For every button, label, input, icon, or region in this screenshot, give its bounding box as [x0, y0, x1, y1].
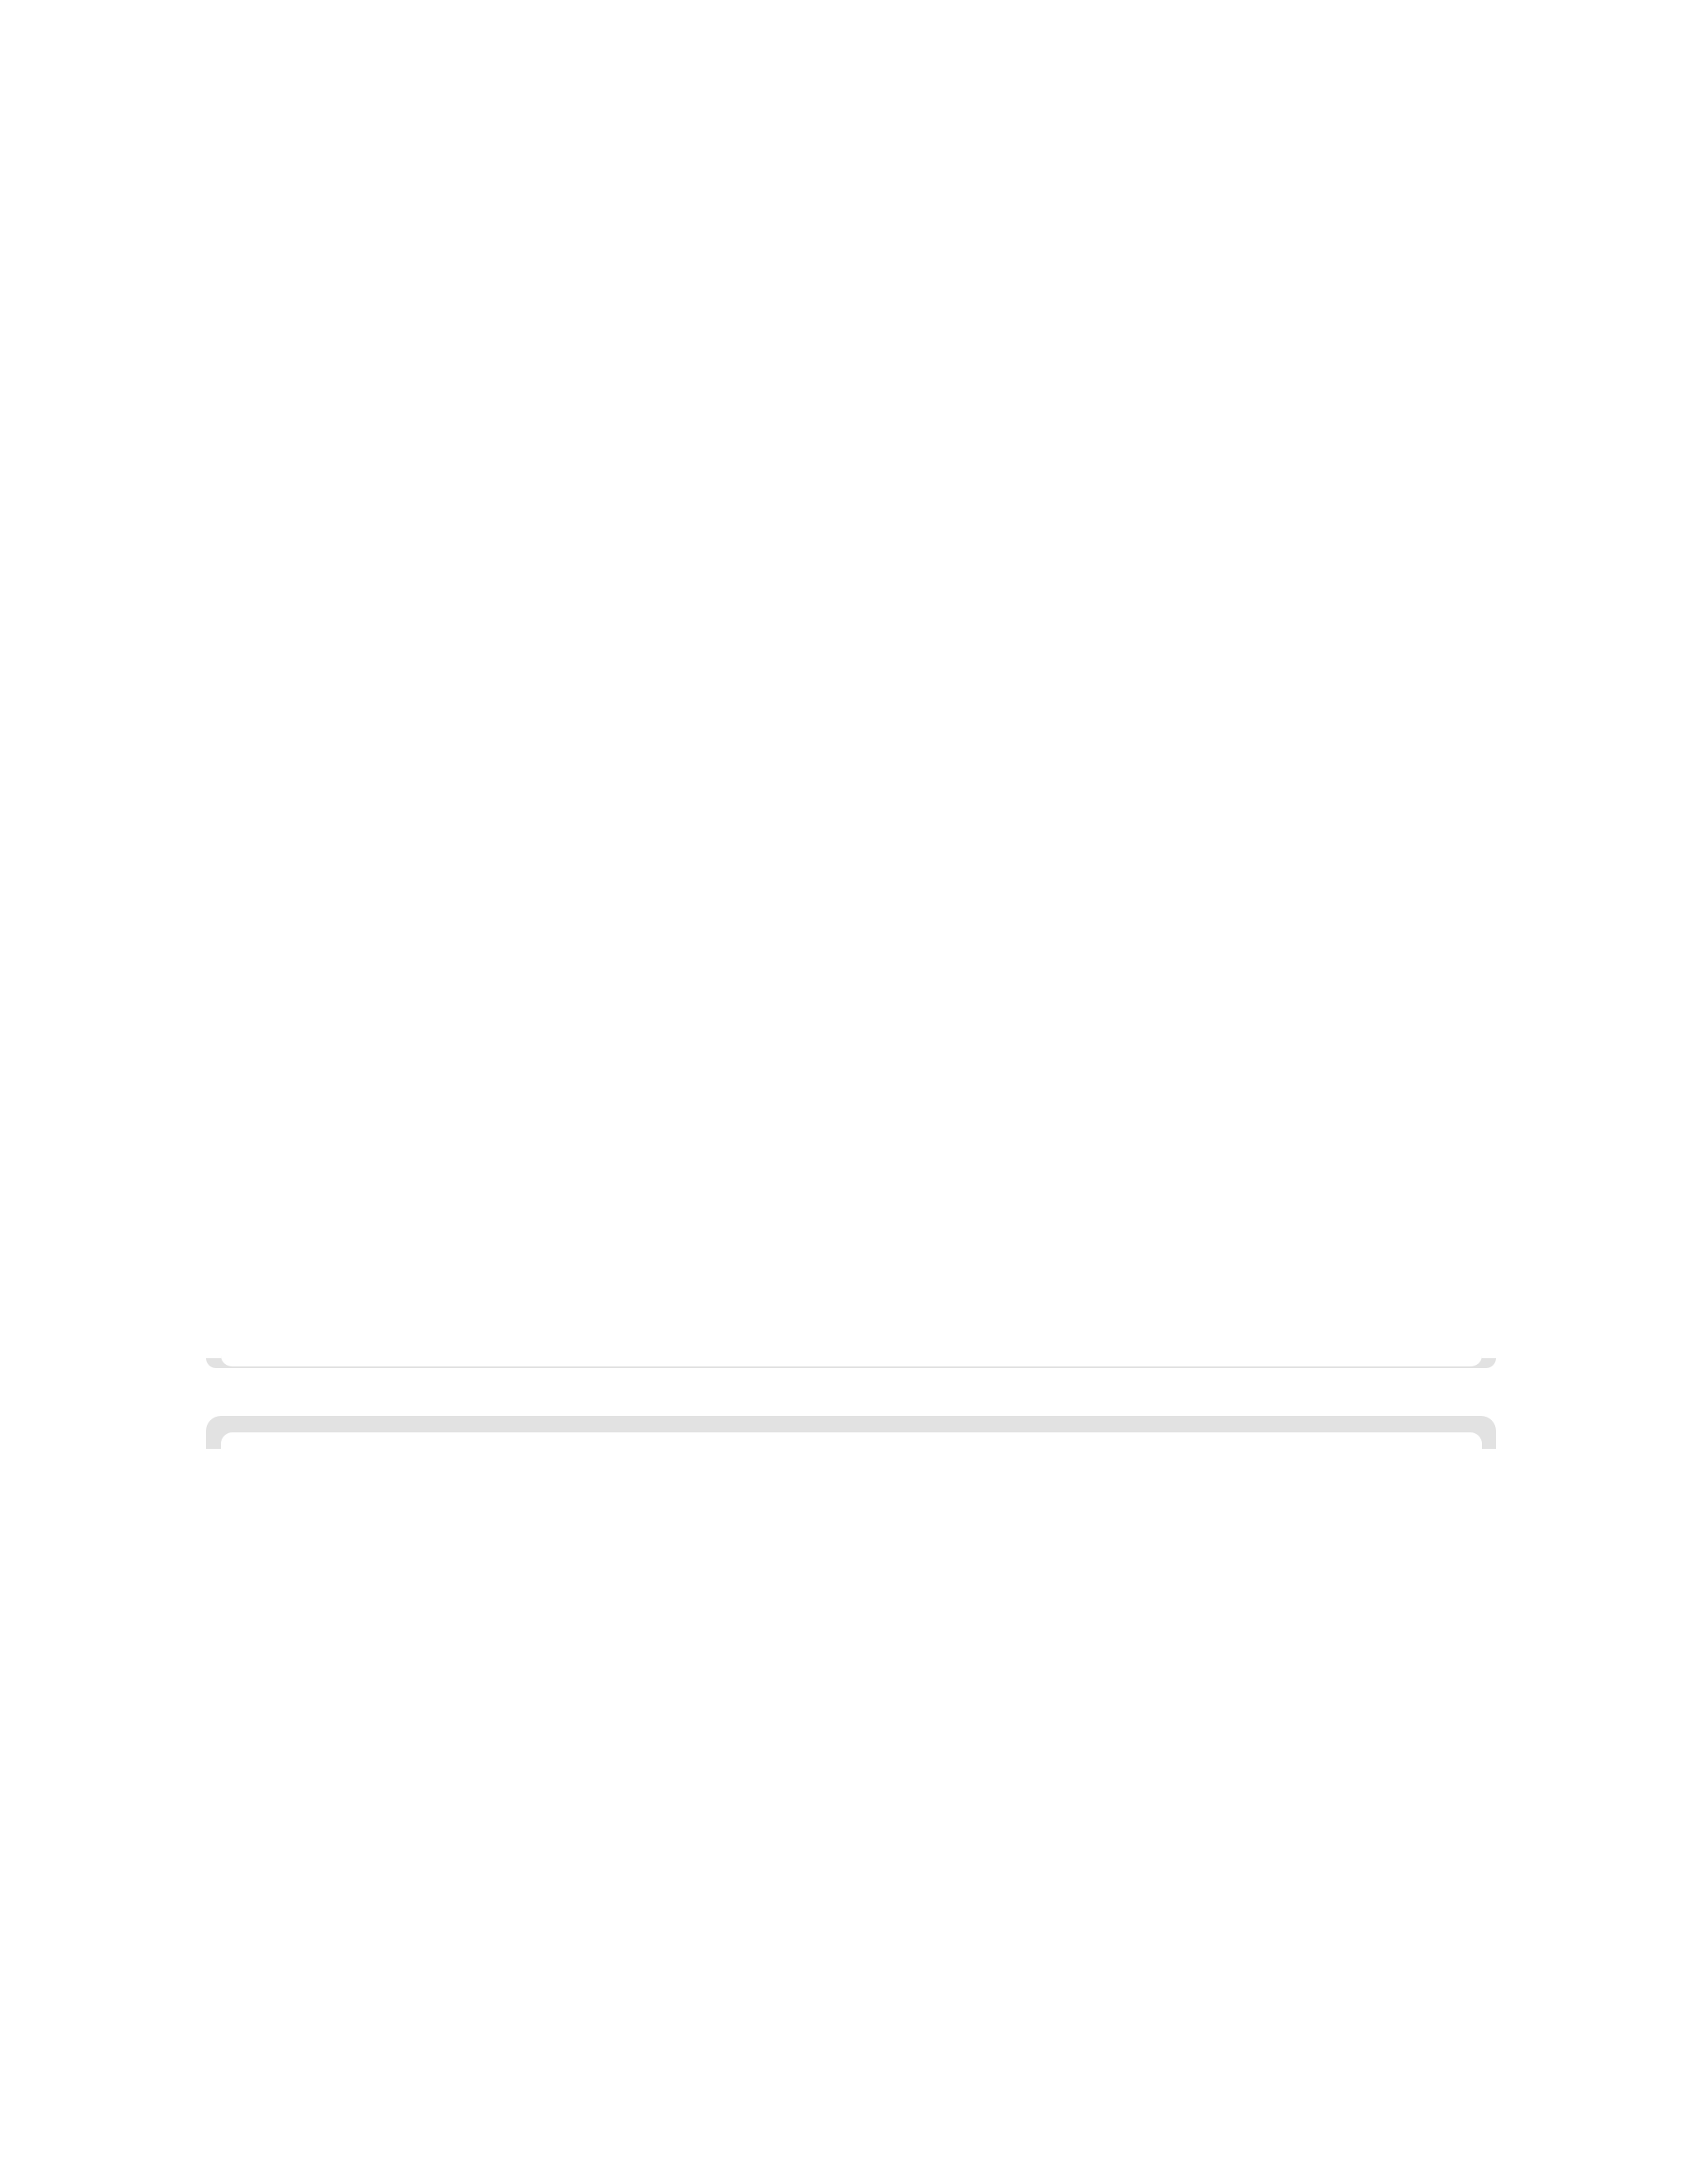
card-bottom-inner — [221, 1319, 1482, 1367]
card-top-inner — [221, 1432, 1482, 1465]
